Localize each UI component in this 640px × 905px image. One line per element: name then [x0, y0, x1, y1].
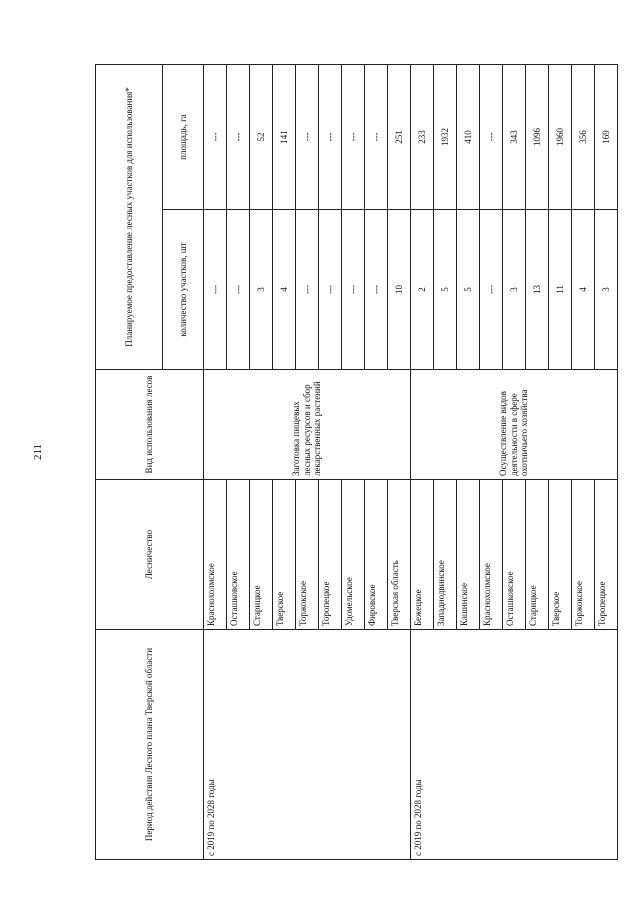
- table-header: [96, 65, 204, 860]
- forestry-cell: Западнодвинское: [434, 480, 457, 630]
- count-cell: ---: [480, 210, 503, 370]
- forestry-cell: Торжокское: [572, 480, 595, 630]
- area-cell: ---: [319, 65, 342, 210]
- count-cell: 5: [457, 210, 480, 370]
- count-cell: 3: [595, 210, 618, 370]
- forestry-cell: Торопецкое: [595, 480, 618, 630]
- forestry-cell: Старицкое: [250, 480, 273, 630]
- count-cell: ---: [319, 210, 342, 370]
- use-type-cell: Заготовка пищевых лесных ресурсов и сбор лекарственных растений: [204, 370, 411, 480]
- area-cell: ---: [227, 65, 250, 210]
- area-cell: 343: [503, 65, 526, 210]
- count-cell: 4: [572, 210, 595, 370]
- count-cell: ---: [204, 210, 227, 370]
- area-cell: ---: [342, 65, 365, 210]
- forestry-cell: Фировское: [365, 480, 388, 630]
- count-cell: 5: [434, 210, 457, 370]
- forest-use-table: [95, 64, 618, 860]
- forestry-cell: Осташковское: [503, 480, 526, 630]
- forestry-cell: Удомельское: [342, 480, 365, 630]
- table-body: [204, 65, 618, 860]
- page-number: 211: [32, 443, 44, 460]
- area-cell: ---: [365, 65, 388, 210]
- area-cell: 410: [457, 65, 480, 210]
- period-cell: с 2019 по 2028 годы: [204, 630, 411, 860]
- count-cell: 13: [526, 210, 549, 370]
- header-period: Период действия Лесного плана Тверской области: [96, 630, 204, 860]
- area-cell: 52: [250, 65, 273, 210]
- count-cell: 11: [549, 210, 572, 370]
- count-cell: 3: [250, 210, 273, 370]
- table-row: [204, 65, 227, 860]
- area-cell: ---: [204, 65, 227, 210]
- area-cell: 251: [388, 65, 411, 210]
- forestry-cell: Осташковское: [227, 480, 250, 630]
- forestry-cell: Старицкое: [526, 480, 549, 630]
- header-count: количество участков, шт: [163, 210, 204, 370]
- table-row: [411, 65, 434, 860]
- area-cell: ---: [480, 65, 503, 210]
- area-cell: 141: [273, 65, 296, 210]
- count-cell: 4: [273, 210, 296, 370]
- area-cell: ---: [296, 65, 319, 210]
- period-cell: с 2019 по 2028 годы: [411, 630, 618, 860]
- forestry-cell: Краснохолмское: [204, 480, 227, 630]
- use-type-cell: Осуществление видов деятельности в сфере охотничьего хозяйства: [411, 370, 618, 480]
- forestry-cell: Тверская область: [388, 480, 411, 630]
- forestry-cell: Краснохолмское: [480, 480, 503, 630]
- area-cell: 169: [595, 65, 618, 210]
- header-forestry: Лесничество: [96, 480, 204, 630]
- area-cell: 1932: [434, 65, 457, 210]
- forestry-cell: Торжокское: [296, 480, 319, 630]
- header-planned: Планируемое предоставление лесных участков для использования*: [96, 65, 163, 370]
- count-cell: 10: [388, 210, 411, 370]
- area-cell: 233: [411, 65, 434, 210]
- area-cell: 1096: [526, 65, 549, 210]
- header-use-type: Вид использования лесов: [96, 370, 204, 480]
- count-cell: ---: [365, 210, 388, 370]
- header-area: площадь, га: [163, 65, 204, 210]
- forestry-cell: Тверское: [273, 480, 296, 630]
- count-cell: ---: [227, 210, 250, 370]
- forestry-cell: Кашинское: [457, 480, 480, 630]
- forestry-cell: Торопецкое: [319, 480, 342, 630]
- count-cell: ---: [296, 210, 319, 370]
- count-cell: 3: [503, 210, 526, 370]
- forestry-cell: Тверское: [549, 480, 572, 630]
- area-cell: 356: [572, 65, 595, 210]
- count-cell: ---: [342, 210, 365, 370]
- count-cell: 2: [411, 210, 434, 370]
- forestry-cell: Бежецкое: [411, 480, 434, 630]
- area-cell: 1960: [549, 65, 572, 210]
